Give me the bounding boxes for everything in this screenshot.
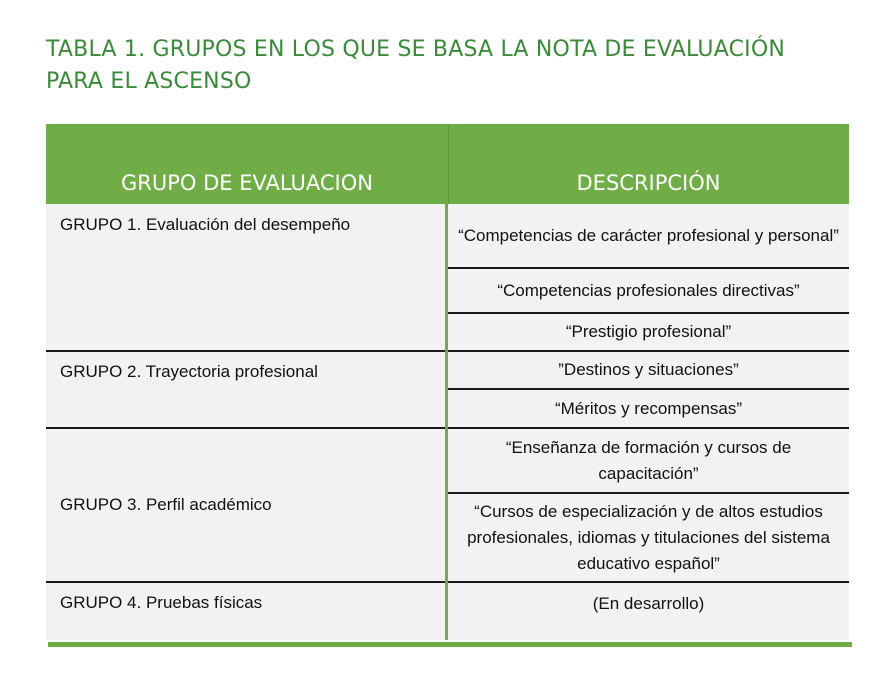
table-title-line-1: TABLA 1. GRUPOS EN LOS QUE SE BASA LA NOTA DE EVALUACIÓN <box>46 37 785 62</box>
group-label-2: GRUPO 2. Trayectoria profesional <box>60 362 318 381</box>
header-group: GRUPO DE EVALUACION <box>121 171 373 195</box>
description-cell-4: ”Destinos y situaciones” <box>448 352 849 390</box>
description-cell-5: “Méritos y recompensas” <box>448 390 849 429</box>
group-cell-3 <box>46 429 445 583</box>
group-label-3: GRUPO 3. Perfil académico <box>60 495 272 514</box>
description-cell-7: “Cursos de especialización y de altos estudios profesionales, idiomas y titulaciones del sistema educativo español” <box>448 494 849 583</box>
group-cell-1 <box>46 204 445 352</box>
description-cell-8: (En desarrollo) <box>592 594 705 613</box>
group-column <box>46 204 445 640</box>
table-header <box>46 124 849 204</box>
description-cell-2: “Competencias profesionales directivas” <box>448 269 849 314</box>
description-cell-3: “Prestigio profesional” <box>448 314 849 352</box>
group-label-1: GRUPO 1. Evaluación del desempeño <box>60 215 351 234</box>
group-cell-4 <box>46 583 445 640</box>
header-description: DESCRIPCIÓN <box>576 171 721 195</box>
table-bottom-rule <box>48 642 852 647</box>
description-cell-6: “Enseñanza de formación y cursos de capacitación” <box>448 429 849 494</box>
description-cell-1: “Competencias de carácter profesional y personal” <box>448 204 849 269</box>
table-title-line-2: PARA EL ASCENSO <box>46 69 252 94</box>
group-cell-2 <box>46 352 445 429</box>
evaluation-groups-table <box>46 124 849 640</box>
table-title <box>46 34 846 98</box>
group-label-4: GRUPO 4. Pruebas físicas <box>60 593 263 612</box>
description-column <box>448 204 849 640</box>
